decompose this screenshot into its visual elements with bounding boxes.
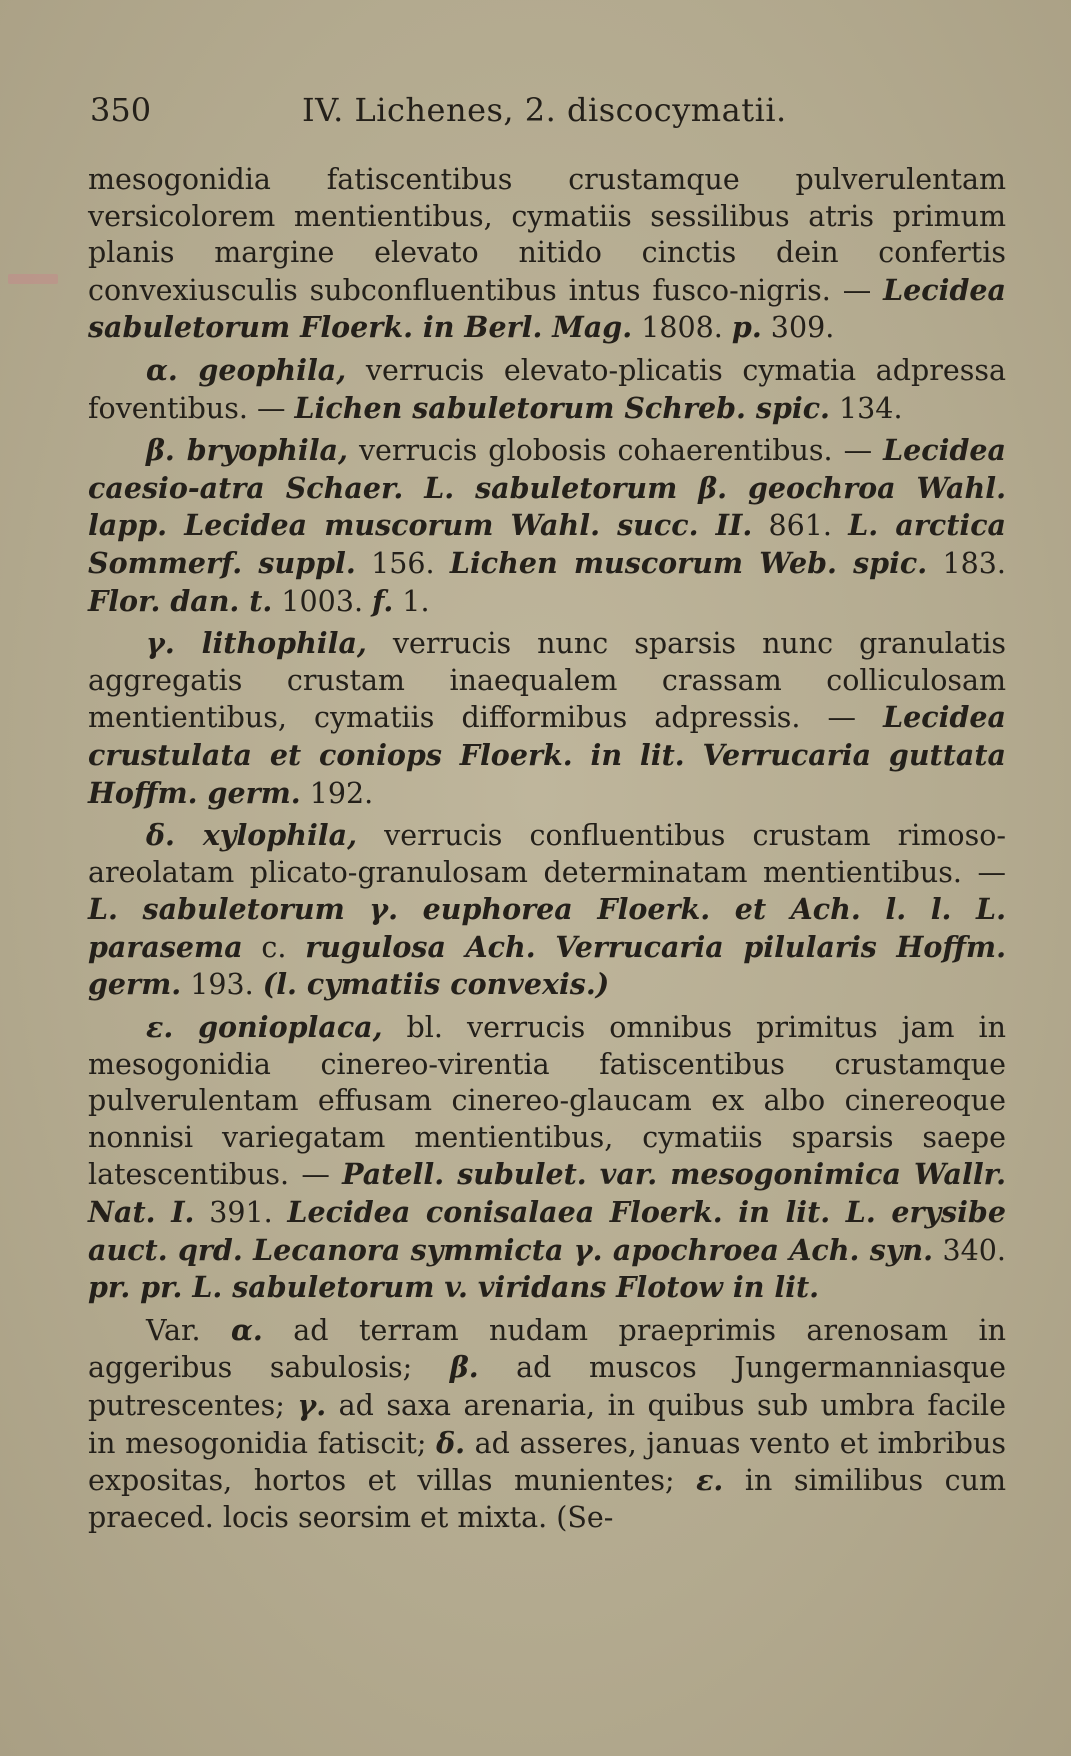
text-run-italic: Lecidea caesio-atra Schaer. L. sabuletorum β. geochroa Wahl. lapp. Lecidea muscorum Wahl. succ. II.: [88, 433, 1006, 543]
text-run-italic: ε. gonioplaca,: [146, 1010, 383, 1045]
text-run: verrucis confluentibus crustam rimoso-areolatam plicato-granulosam determinatam mentientibus. —: [88, 819, 1006, 889]
text-run: 391.: [194, 1196, 288, 1230]
text-run-italic: δ. xylophila,: [146, 818, 357, 853]
text-run: 340.: [933, 1233, 1006, 1267]
text-run: verrucis globosis cohaerentibus. —: [347, 434, 884, 468]
variety-epsilon: [88, 1009, 1006, 1307]
text-run: bl. verrucis omnibus primitus jam in mesogonidia cinereo-virentia fatiscentibus crustamque pulverulentam effusam cinereo-glaucam ex albo cinereoque nonnisi variegatam mentientibus, cymatiis sparsis saepe latescentibus. —: [88, 1011, 1006, 1192]
text-run-italic: Flor. dan. t.: [88, 583, 273, 618]
text-run: 183.: [927, 546, 1006, 580]
variety-delta: [88, 817, 1006, 1004]
text-run-italic: α.: [230, 1312, 263, 1347]
text-run-italic: L. arctica Sommerf. suppl.: [88, 508, 1007, 580]
text-run: 156.: [355, 546, 450, 580]
text-run: 134.: [829, 391, 903, 425]
variety-gamma: [88, 625, 1006, 812]
text-run-italic: p.: [731, 310, 762, 345]
text-run-italic: Lichen sabuletorum Schreb. spic.: [294, 390, 830, 425]
text-run-italic: Lecidea conisalaea Floerk. in lit. L. erysibe auct. qrd. Lecanora symmicta γ. apochroea Ach. syn.: [88, 1195, 1006, 1267]
text-run-italic: Patell. subulet. var. mesogonimica Wallr. Nat. I.: [88, 1157, 1006, 1230]
text-run-italic: rugulosa Ach. Verrucaria pilularis Hoffm. germ.: [88, 929, 1006, 1002]
text-run-italic: γ. lithophila,: [146, 626, 367, 661]
text-run: mesogonidia fatiscentibus crustamque pulverulentam versicolorem mentientibus, cymatiis sessilibus atris primum planis margine elevato nitido cinctis dein confertis convexiusculis subconfluentibus intus fusco-nigris. —: [88, 163, 1006, 307]
text-run: ad asseres, januas vento et imbribus expositas, hortos et villas munientes;: [88, 1426, 1006, 1498]
variety-alpha: [88, 352, 1006, 427]
text-run-italic: Lecidea crustulata et coniops Floerk. in lit. Verrucaria guttata Hoffm. germ.: [88, 700, 1006, 810]
text-run: ad saxa arenaria, in quibus sub umbra facile in mesogonidia fatiscit;: [88, 1389, 1006, 1460]
text-run: 1003.: [272, 584, 373, 618]
text-run: verrucis nunc sparsis nunc granulatis aggregatis crustam inaequalem crassam colliculosam mentientibus, cymatiis difformibus adpressis. —: [88, 627, 1006, 735]
variety-beta: [88, 432, 1006, 620]
habitat-paragraph: [88, 1312, 1006, 1537]
text-run: 309.: [761, 311, 835, 345]
text-run: ad terram nudam praeprimis arenosam in aggeribus sabulosis;: [88, 1313, 1006, 1385]
margin-mark: [8, 274, 58, 284]
text-run-italic: pr. pr. L. sabuletorum v. viridans Flotow in lit.: [88, 1270, 820, 1305]
text-run-italic: δ.: [436, 1425, 466, 1460]
text-run: ad muscos Jungermanniasque putrescentes;: [88, 1351, 1006, 1422]
text-run: 1808.: [632, 311, 732, 345]
text-run-italic: f.: [372, 583, 394, 618]
text-run-italic: β.: [449, 1350, 479, 1385]
page-header: [90, 86, 1010, 134]
text-run: 192.: [300, 776, 374, 810]
species-description: [88, 162, 1006, 347]
text-run: 861.: [752, 509, 849, 543]
text-run-italic: α. geophila,: [146, 352, 347, 387]
text-run-italic: L. sabuletorum γ. euphorea Floerk. et Ach. l. l. L. parasema: [88, 892, 1006, 964]
text-run-italic: Lichen muscorum Web. spic.: [449, 545, 928, 580]
text-run: c.: [242, 930, 306, 964]
text-run-italic: β. bryophila,: [146, 433, 348, 468]
page-number: 350: [90, 91, 152, 129]
text-run: Var.: [146, 1313, 231, 1347]
text-run: verrucis elevato-plicatis cymatia adpressa foventibus. —: [88, 353, 1006, 425]
running-title: IV. Lichenes, 2. discocymatii.: [302, 91, 787, 129]
text-run-italic: ε.: [696, 1463, 724, 1498]
text-run-italic: γ.: [297, 1388, 327, 1422]
page-body: [88, 162, 1006, 1541]
text-run: in similibus cum praeced. locis seorsim et mixta. (Se-: [88, 1464, 1006, 1534]
text-run-italic: (l. cymatiis convexis.): [262, 967, 610, 1002]
text-run: 1.: [393, 584, 430, 618]
text-run: 193.: [181, 968, 263, 1002]
text-run-italic: Lecidea sabuletorum Floerk. in Berl. Mag.: [88, 272, 1006, 345]
